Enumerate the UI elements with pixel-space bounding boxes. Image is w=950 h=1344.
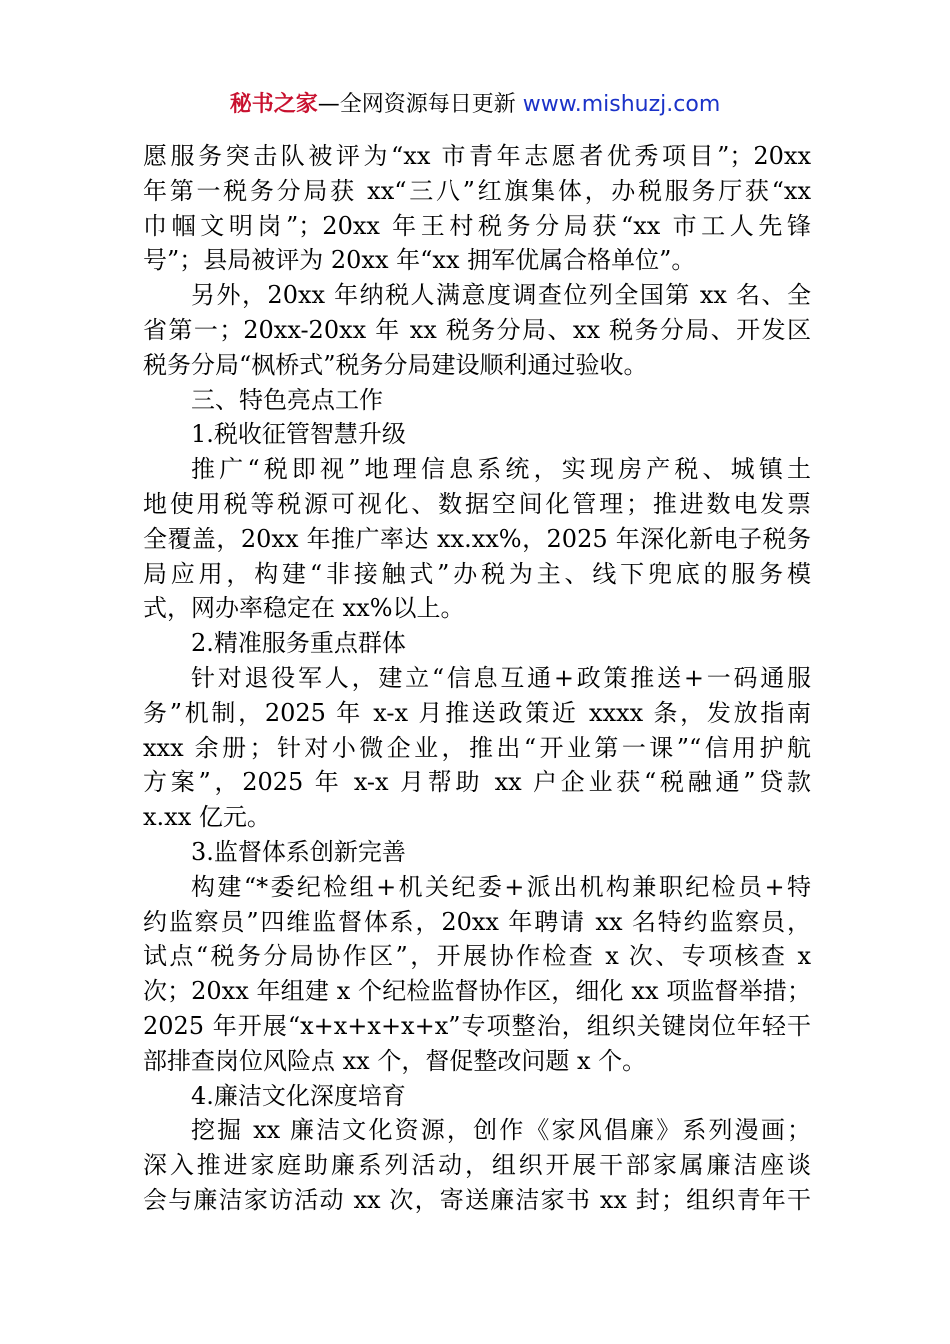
- text-line: 部排查岗位风险点 xx 个，督促整改问题 x 个。: [143, 1046, 647, 1075]
- text-line: 4.廉洁文化深度培育: [191, 1081, 406, 1110]
- site-header: [0, 88, 950, 122]
- text-line: 省第一；20xx-20xx 年 xx 税务分局、xx 税务分局、开发区: [143, 315, 811, 344]
- text-line: 次；20xx 年组建 x 个纪检监督协作区，细化 xx 项监督举措；: [143, 977, 811, 1006]
- text-line: 式，网办率稳定在 xx%以上。: [143, 594, 465, 623]
- text-line: 地使用税等税源可视化、数据空间化管理；推进数电发票: [143, 489, 811, 518]
- text-line: 2025 年开展“x+x+x+x+x”专项整治，组织关键岗位年轻干: [143, 1011, 811, 1040]
- text-line: 税务分局“枫桥式”税务分局建设顺利通过验收。: [143, 350, 648, 379]
- text-line: 构建“*委纪检组+机关纪委+派出机构兼职纪检员+特: [191, 872, 811, 901]
- text-line: 2.精准服务重点群体: [191, 629, 406, 658]
- text-line: 3.监督体系创新完善: [191, 837, 406, 866]
- text-line: 针对退役军人，建立“信息互通+政策推送+一码通服: [191, 663, 811, 692]
- text-line: 务”机制，2025 年 x-x 月推送政策近 xxxx 条，发放指南: [143, 698, 811, 727]
- text-line: 挖掘 xx 廉洁文化资源，创作《家风倡廉》系列漫画；: [191, 1116, 811, 1145]
- text-line: 深入推进家庭助廉系列活动，组织开展干部家属廉洁座谈: [143, 1151, 811, 1180]
- text-line: 约监察员”四维监督体系，20xx 年聘请 xx 名特约监察员，: [143, 907, 811, 936]
- text-line: 巾帼文明岗”；20xx 年王村税务分局获“xx 市工人先锋: [143, 211, 811, 240]
- text-line: 号”；县局被评为 20xx 年“xx 拥军优属合格单位”。: [143, 246, 696, 275]
- text-line: 会与廉洁家访活动 xx 次，寄送廉洁家书 xx 封；组织青年干: [143, 1185, 811, 1214]
- text-line: xxx 余册；针对小微企业，推出“开业第一课”“信用护航: [143, 733, 811, 762]
- document-body: [143, 139, 811, 1218]
- text-line: 推广“税即视”地理信息系统，实现房产税、城镇土: [191, 455, 811, 484]
- text-line: 年第一税务分局获 xx“三八”红旗集体，办税服务厅获“xx: [143, 176, 811, 205]
- text-line: 1.税收征管智慧升级: [191, 420, 406, 449]
- text-line: 试点“税务分局协作区”，开展协作检查 x 次、专项核查 x: [143, 942, 811, 971]
- text-line: x.xx 亿元。: [143, 803, 271, 832]
- text-line: 愿服务突击队被评为“xx 市青年志愿者优秀项目”；20xx: [143, 142, 811, 170]
- text-line: 方案”，2025 年 x-x 月帮助 xx 户企业获“税融通”贷款: [143, 768, 811, 797]
- site-url-link[interactable]: www.mishuzj.com: [522, 92, 721, 117]
- text-line: 另外，20xx 年纳税人满意度调查位列全国第 xx 名、全: [191, 281, 811, 310]
- text-line: 三、特色亮点工作: [191, 385, 383, 414]
- site-brand: 秘书之家: [229, 92, 318, 117]
- site-tagline: —全网资源每日更新: [317, 92, 523, 117]
- text-line: 全覆盖，20xx 年推广率达 xx.xx%，2025 年深化新电子税务: [143, 524, 811, 553]
- text-line: 局应用，构建“非接触式”办税为主、线下兜底的服务模: [143, 559, 811, 588]
